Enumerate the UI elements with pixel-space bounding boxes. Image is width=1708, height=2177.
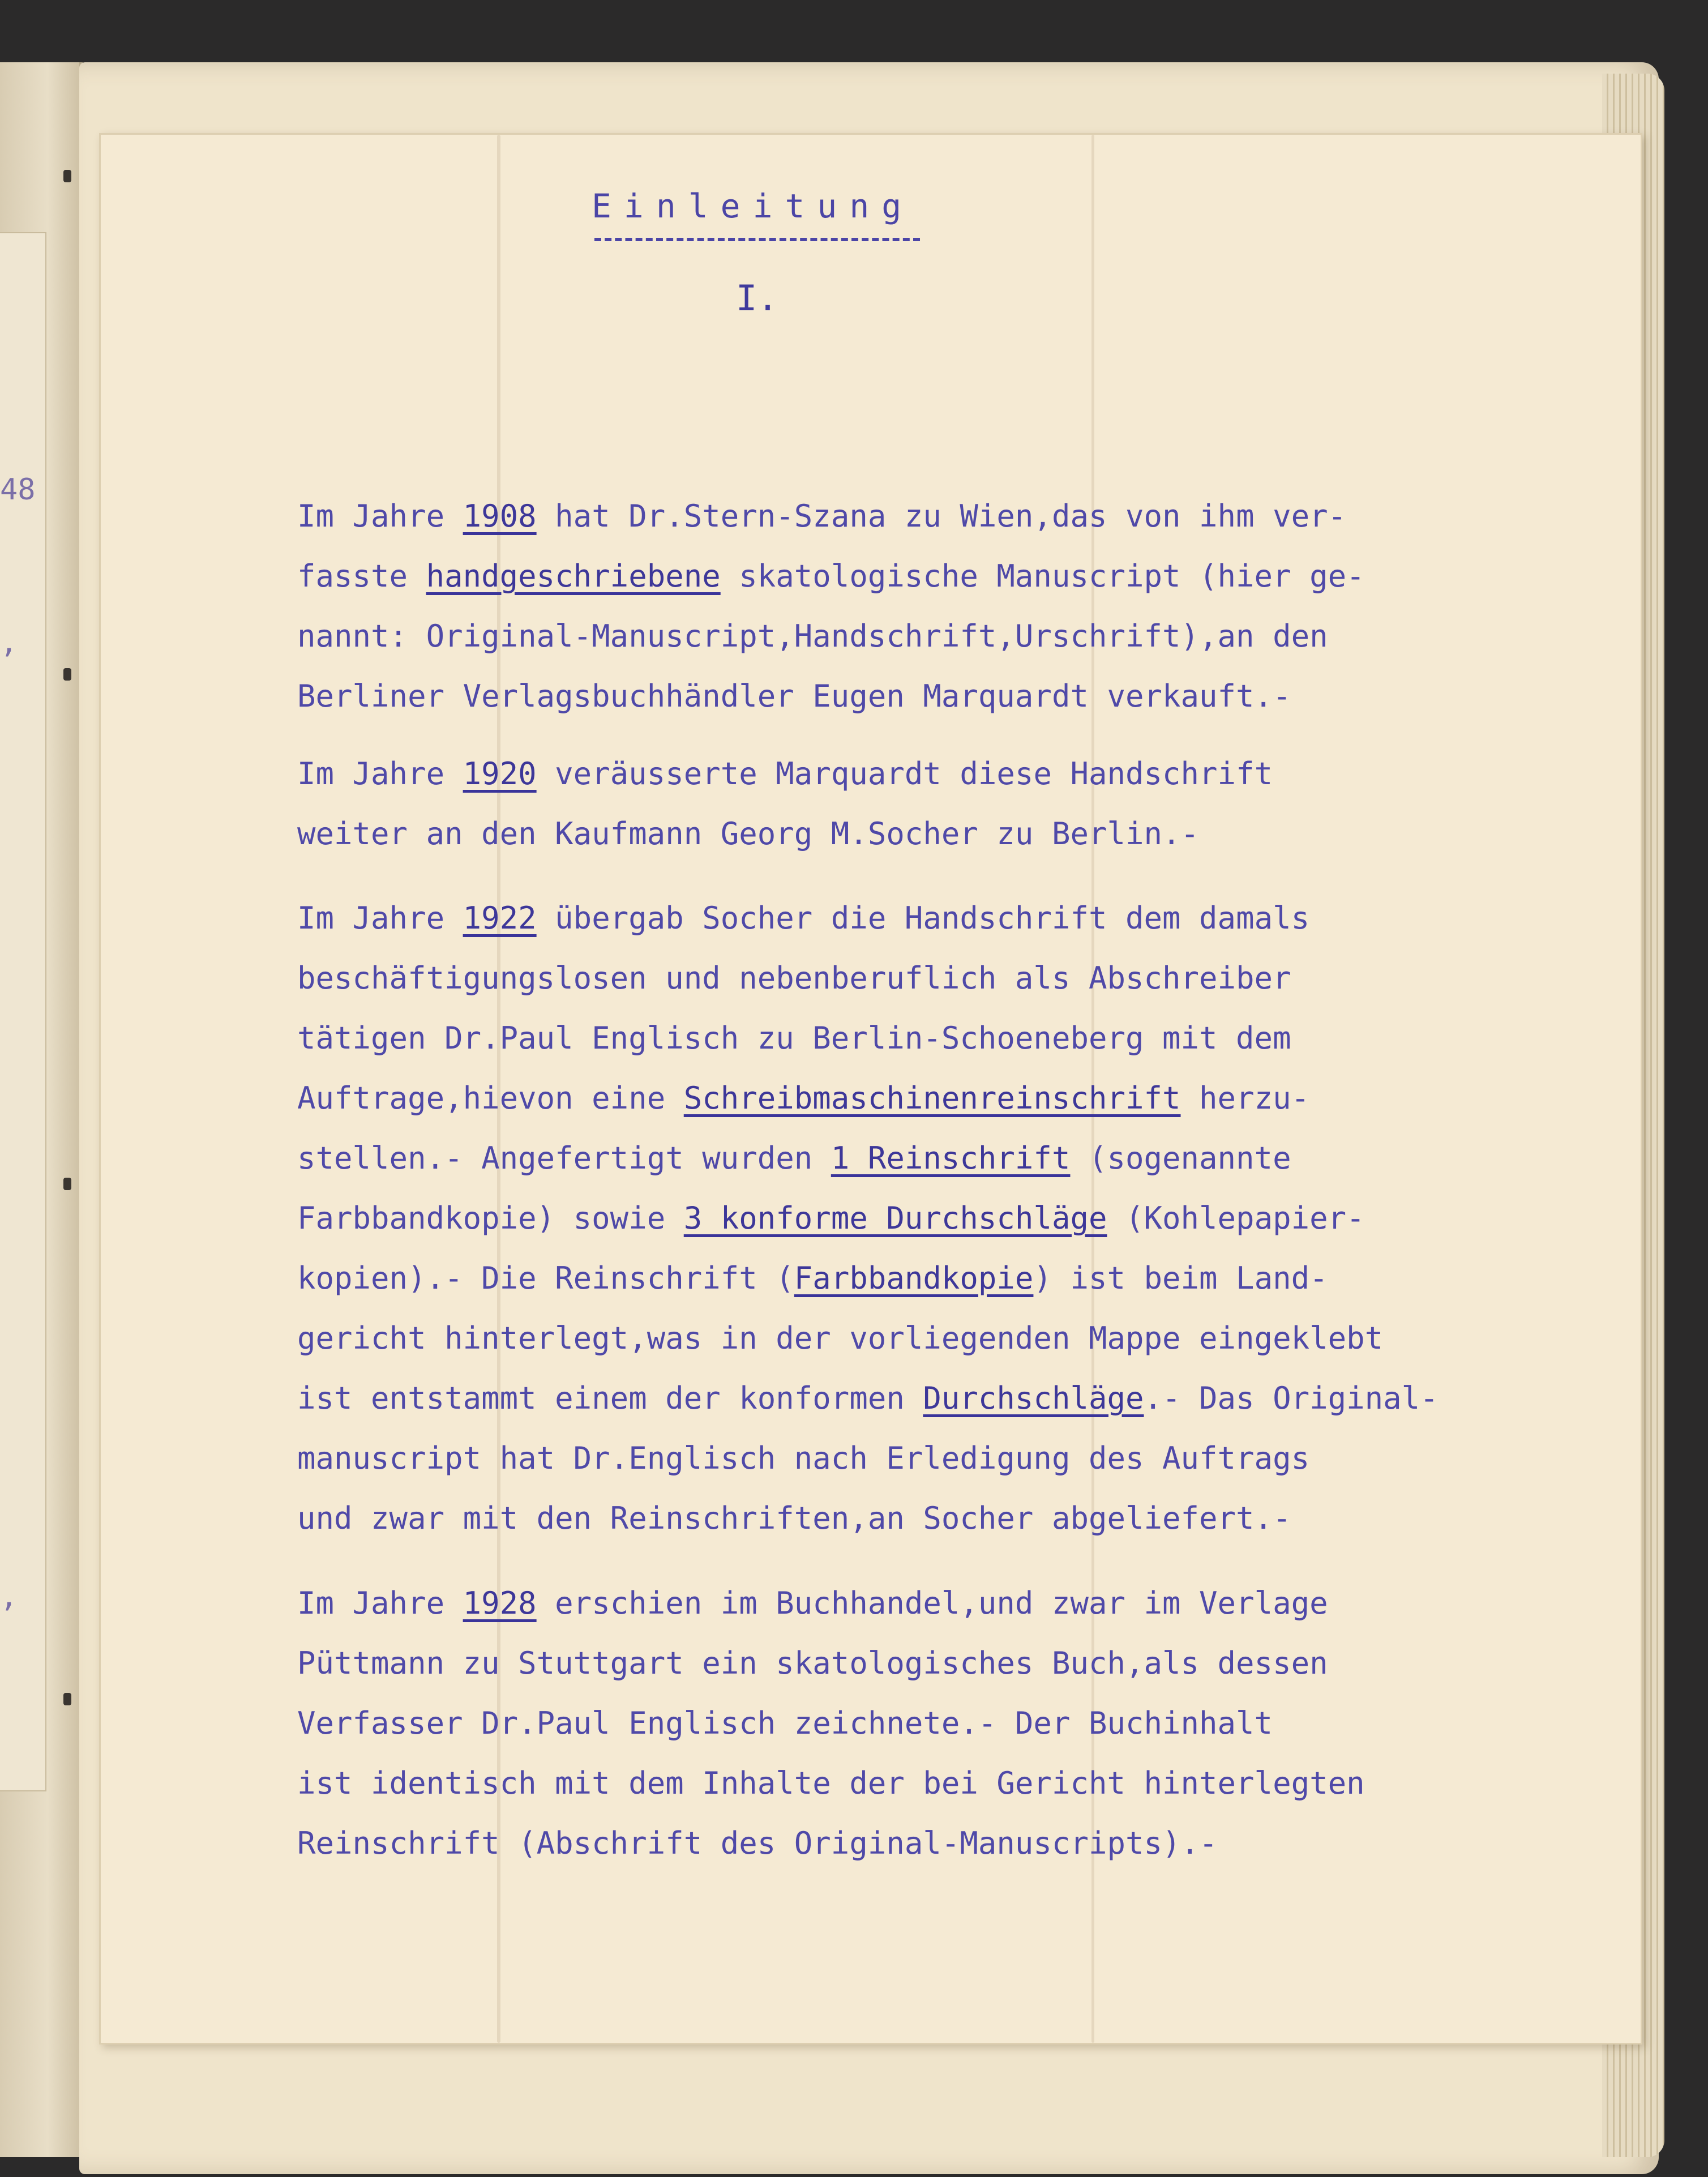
- facing-page-slip: [0, 232, 46, 1791]
- facing-page-fragment: ,: [0, 1580, 18, 1614]
- typed-line: [297, 618, 1328, 654]
- underlined-term: Durchschläge: [923, 1380, 1144, 1416]
- typed-line: [297, 1320, 1383, 1356]
- text-run: erschien im Buchhandel,und zwar im Verlage: [536, 1585, 1328, 1621]
- text-run: Im Jahre: [297, 1585, 463, 1621]
- text-run: skatologische Manuscript (hier ge-: [720, 558, 1365, 594]
- text-run: fasste: [297, 558, 426, 594]
- text-run: ) ist beim Land-: [1033, 1260, 1328, 1296]
- facing-page: [0, 62, 83, 2157]
- binding-stitch: [63, 668, 71, 681]
- binding-stitch: [63, 1178, 71, 1190]
- typed-line: [297, 1645, 1328, 1681]
- text-run: Auftrage,hievon eine: [297, 1080, 684, 1116]
- text-run: Im Jahre: [297, 900, 463, 936]
- text-run: Im Jahre: [297, 498, 463, 534]
- typed-line: [297, 1705, 1273, 1741]
- text-run: weiter an den Kaufmann Georg M.Socher zu Berlin.-: [297, 816, 1200, 852]
- text-run: Berliner Verlagsbuchhändler Eugen Marquardt verkauft.-: [297, 678, 1291, 714]
- text-run: ist entstammt einem der konformen: [297, 1380, 923, 1416]
- binding-stitch: [63, 170, 71, 182]
- text-run: nannt: Original-Manuscript,Handschrift,Urschrift),an den: [297, 618, 1328, 654]
- underlined-term: 1908: [463, 498, 537, 534]
- text-run: .- Das Original-: [1144, 1380, 1439, 1416]
- text-run: tätigen Dr.Paul Englisch zu Berlin-Schoeneberg mit dem: [297, 1020, 1291, 1056]
- underlined-term: handgeschriebene: [426, 558, 721, 594]
- underlined-term: Schreibmaschinenreinschrift: [683, 1080, 1181, 1116]
- text-run: gericht hinterlegt,was in der vorliegenden Mappe eingeklebt: [297, 1320, 1384, 1356]
- page-title: Einleitung: [592, 187, 914, 225]
- underlined-term: 1928: [463, 1585, 537, 1621]
- section-number: I.: [736, 277, 778, 319]
- typed-line: [297, 678, 1291, 714]
- typed-line: [297, 498, 1346, 534]
- typed-line: [297, 1200, 1365, 1236]
- text-run: (Kohlepapier-: [1107, 1200, 1365, 1236]
- typed-line: [297, 960, 1291, 996]
- typed-line: [297, 816, 1199, 852]
- text-run: hat Dr.Stern-Szana zu Wien,das von ihm ver-: [536, 498, 1347, 534]
- typed-line: [297, 1585, 1328, 1621]
- text-run: manuscript hat Dr.Englisch nach Erledigung des Auftrags: [297, 1440, 1310, 1476]
- text-run: Farbbandkopie) sowie: [297, 1200, 684, 1236]
- title-underline: [594, 238, 920, 241]
- underlined-term: 1 Reinschrift: [831, 1140, 1071, 1176]
- text-run: und zwar mit den Reinschriften,an Socher abgeliefert.-: [297, 1500, 1291, 1536]
- typed-line: [297, 1140, 1291, 1176]
- text-run: veräusserte Marquardt diese Handschrift: [536, 756, 1273, 792]
- text-run: Im Jahre: [297, 756, 463, 792]
- typed-line: [297, 1440, 1309, 1476]
- text-run: beschäftigungslosen und nebenberuflich als Abschreiber: [297, 960, 1291, 996]
- typed-line: [297, 1500, 1291, 1536]
- text-run: (sogenannte: [1070, 1140, 1291, 1176]
- underlined-term: 1920: [463, 756, 537, 792]
- underlined-term: 3 konforme Durchschläge: [683, 1200, 1107, 1236]
- text-run: ist identisch mit dem Inhalte der bei Gericht hinterlegten: [297, 1765, 1365, 1801]
- typed-line: [297, 1825, 1218, 1861]
- typed-line: [297, 558, 1365, 594]
- text-run: Verfasser Dr.Paul Englisch zeichnete.- Der Buchinhalt: [297, 1705, 1273, 1741]
- underlined-term: 1922: [463, 900, 537, 936]
- typed-line: [297, 900, 1309, 936]
- text-run: Püttmann zu Stuttgart ein skatologisches Buch,als dessen: [297, 1645, 1328, 1681]
- underlined-term: Farbbandkopie: [794, 1260, 1034, 1296]
- text-run: herzu-: [1180, 1080, 1310, 1116]
- text-run: kopien).- Die Reinschrift (: [297, 1260, 794, 1296]
- binding-stitch: [63, 1693, 71, 1705]
- typed-line: [297, 1765, 1365, 1801]
- typed-line: [297, 1020, 1291, 1056]
- facing-page-fragment: ,: [0, 626, 18, 660]
- typed-line: [297, 1380, 1439, 1416]
- typed-line: [297, 1260, 1328, 1296]
- typed-line: [297, 756, 1273, 792]
- facing-page-fragment: 48: [0, 473, 36, 507]
- text-run: Reinschrift (Abschrift des Original-Manuscripts).-: [297, 1825, 1218, 1861]
- typed-line: [297, 1080, 1309, 1116]
- text-run: stellen.- Angefertigt wurden: [297, 1140, 831, 1176]
- text-run: übergab Socher die Handschrift dem damals: [536, 900, 1310, 936]
